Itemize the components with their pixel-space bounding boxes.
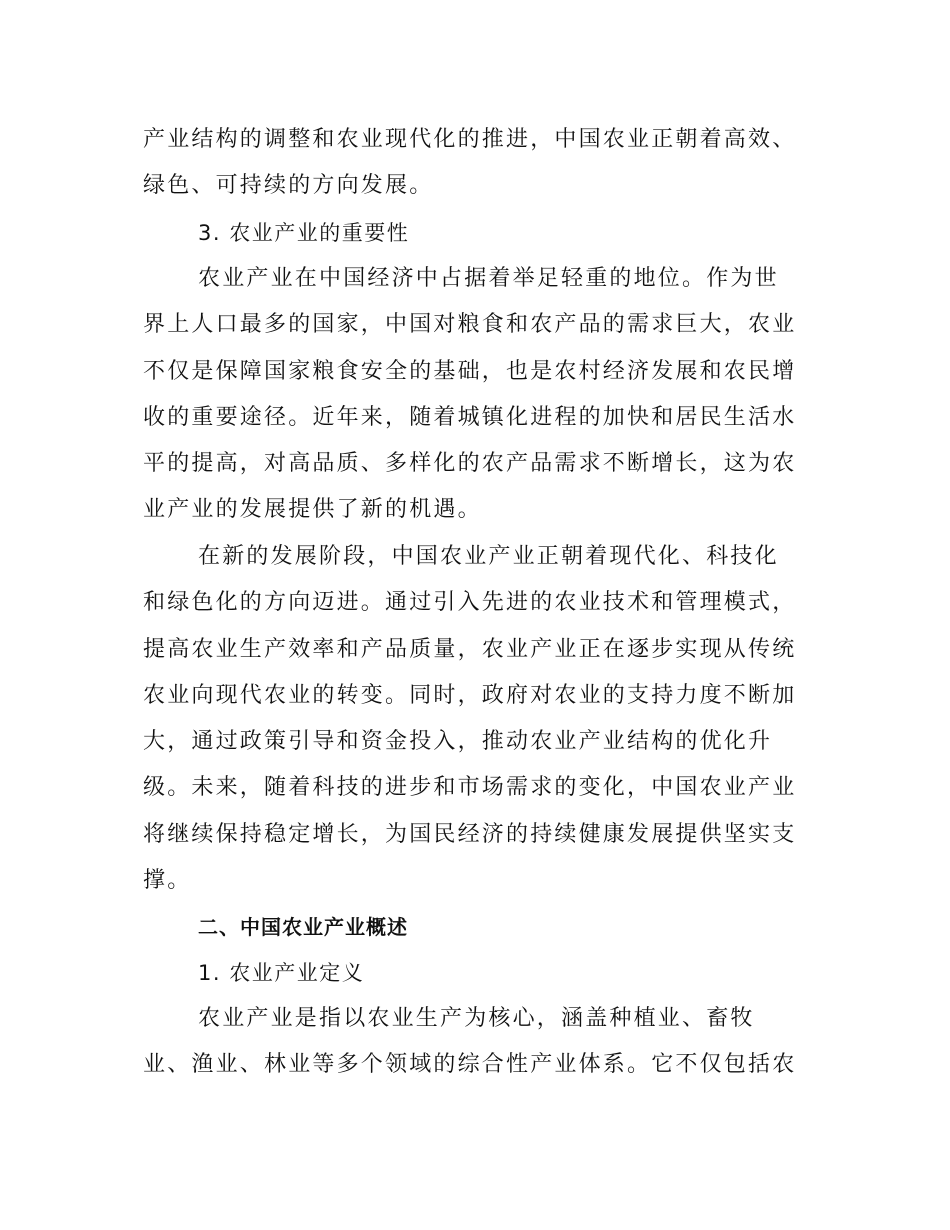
- text-line: 农业产业在中国经济中占据着举足轻重的地位。作为世: [198, 266, 779, 291]
- text-line: 绿色、可持续的方向发展。: [143, 173, 434, 199]
- text-line: 和绿色化的方向迈进。通过引入先进的农业技术和管理模式，: [143, 590, 797, 616]
- text-line: 收的重要途径。近年来，随着城镇化进程的加快和居民生活水: [143, 404, 797, 430]
- text-line: 农业向现代农业的转变。同时，政府对农业的支持力度不断加: [143, 682, 797, 708]
- text-line: 界上人口最多的国家，中国对粮食和农产品的需求巨大，农业: [143, 312, 797, 338]
- text-line: 产业结构的调整和农业现代化的推进，中国农业正朝着高效、: [143, 127, 797, 152]
- text-line: 业、渔业、林业等多个领域的综合性产业体系。它不仅包括农: [143, 1052, 797, 1078]
- text-line: 农业产业是指以农业生产为核心，涵盖种植业、畜牧: [198, 1006, 755, 1031]
- paragraph-definition: [143, 996, 823, 1089]
- text-line: 业产业的发展提供了新的机遇。: [143, 497, 482, 523]
- text-line: 撑。: [143, 868, 192, 894]
- heading-text: 3. 农业产业的重要性: [198, 221, 410, 245]
- heading-text: 1. 农业产业定义: [198, 961, 365, 985]
- text-line: 在新的发展阶段，中国农业产业正朝着现代化、科技化: [198, 544, 779, 569]
- text-line: 将继续保持稳定增长，为国民经济的持续健康发展提供坚实支: [143, 821, 797, 847]
- paragraph-development: [143, 534, 823, 904]
- text-line: 大，通过政策引导和资金投入，推动农业产业结构的优化升: [143, 729, 773, 755]
- text-line: 平的提高，对高品质、多样化的农产品需求不断增长，这为农: [143, 451, 797, 477]
- section-heading-overview: [143, 904, 823, 950]
- paragraph-continuation: [143, 117, 823, 210]
- text-line: 不仅是保障国家粮食安全的基础，也是农村经济发展和农民增: [143, 358, 797, 384]
- section-heading-definition: [143, 950, 823, 996]
- heading-text: 二、中国农业产业概述: [198, 915, 408, 939]
- section-heading-importance: [143, 210, 823, 256]
- text-line: 提高农业生产效率和产品质量，农业产业正在逐步实现从传统: [143, 636, 797, 662]
- paragraph-importance: [143, 256, 823, 534]
- text-line: 级。未来，随着科技的进步和市场需求的变化，中国农业产业: [143, 775, 797, 801]
